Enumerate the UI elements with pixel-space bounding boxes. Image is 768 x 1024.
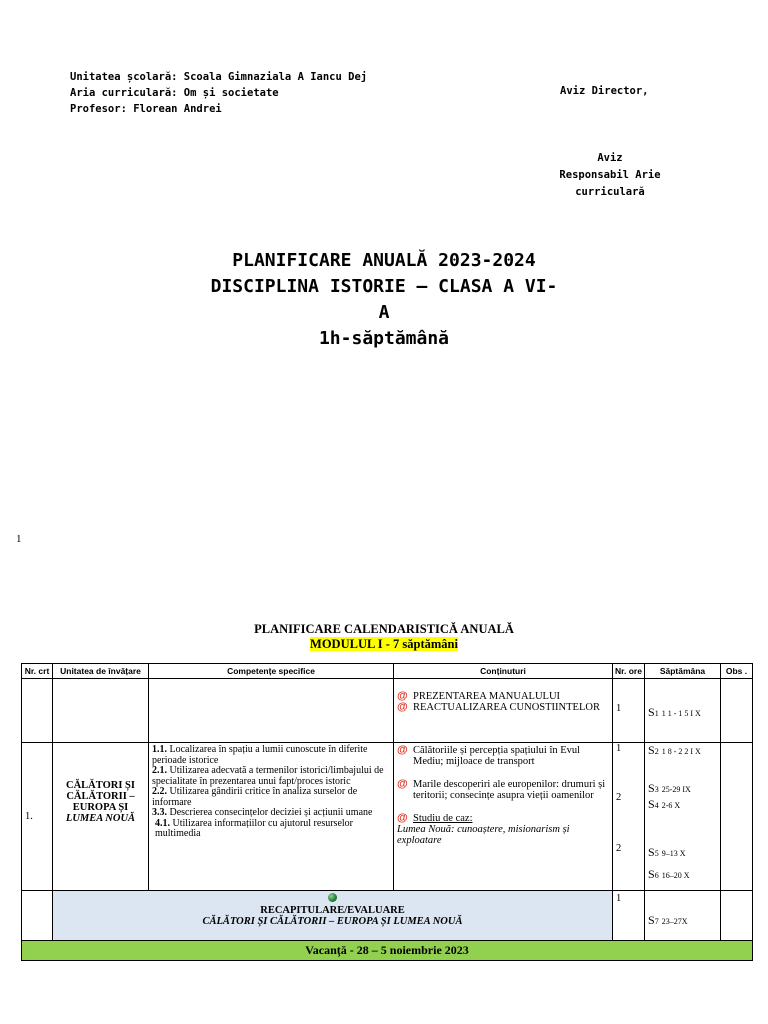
week-cell: S1 1 1 - 1 5 I X <box>645 679 721 743</box>
teacher-line: Profesor: Florean Andrei <box>70 103 222 115</box>
responsabil-label: Responsabil Arie curriculară <box>559 169 661 198</box>
header-nr: Nr. crt <box>22 664 53 679</box>
recap-row <box>22 891 753 941</box>
at-bullet-icon: @ <box>397 690 408 702</box>
title-line-1: PLANIFICARE ANUALĂ 2023-2024 <box>232 250 536 271</box>
recap-subtitle: CĂLĂTORI ȘI CĂLĂTORII – EUROPA ȘI LUMEA NOUĂ <box>202 916 463 927</box>
hours-cell: 1 <box>613 891 645 941</box>
table-header-row <box>22 664 753 679</box>
header-unit: Unitatea de învățare <box>53 664 149 679</box>
competences-cell <box>149 743 394 891</box>
title-line-3: A <box>378 302 390 323</box>
recap-cell <box>53 891 613 941</box>
aviz-director: Aviz Director, <box>560 85 649 97</box>
contents-cell <box>394 743 613 891</box>
case-study-text: Lumea Nouă: cunoaștere, misionarism și exploatare <box>397 824 570 846</box>
competence-item: 4.1. Utilizarea informațiilor cu ajutorul resurselor multimedia <box>155 817 353 839</box>
competence-item: 3.3. Descrierea consecințelor deciziei și acțiunii umane <box>152 807 373 818</box>
header-week: Săptămâna <box>645 664 721 679</box>
hours-cell: 1 2 2 <box>613 743 645 891</box>
table-row <box>22 743 753 891</box>
school-line: Unitatea școlară: Scoala Gimnaziala A Iancu Dej <box>70 71 368 83</box>
unit-cell <box>53 743 149 891</box>
week-cell: S2 1 8 - 2 2 I X S3 25-29 IX S4 2-6 X S5 9–13 X S6 16–20 X <box>645 743 721 891</box>
header-hours: Nr. ore <box>613 664 645 679</box>
header-contents: Conținuturi <box>394 664 613 679</box>
at-bullet-icon: @ <box>397 778 408 790</box>
vacation-row <box>22 941 753 961</box>
table-row <box>22 679 753 743</box>
module-label: MODULUL I - 7 săptămâni <box>310 637 458 651</box>
competence-item: 2.2. Utilizarea gândirii critice în analiza surselor de informare <box>152 786 358 808</box>
competence-item: 2.1. Utilizarea adecvată a termenilor istorici/limbajului de specialitate în prezentarea unui fapt/proces istoric <box>152 765 384 787</box>
list-item: @ Marile descoperiri ale europenilor: drumuri și teritorii; consecințe asupra vieții oamenilor <box>397 778 606 801</box>
globe-icon <box>328 893 337 902</box>
page-number: 1 <box>16 533 22 545</box>
list-item: @ PREZENTAREA MANUALULUI <box>397 690 561 702</box>
week-cell: S7 23–27X <box>645 891 721 941</box>
title-line-2: DISCIPLINA ISTORIE – CLASA A VI- <box>210 276 558 297</box>
at-bullet-icon: @ <box>397 812 408 824</box>
aviz-responsabil <box>530 150 690 201</box>
header-info <box>70 69 367 117</box>
at-bullet-icon: @ <box>397 744 408 756</box>
document-title <box>0 248 768 352</box>
curricular-area-line: Aria curriculară: Om și societate <box>70 87 279 99</box>
competence-item: 1.1. Localizarea în spațiu a lumii cunoscute în diferite perioade istorice <box>152 744 368 766</box>
contents-cell <box>394 679 613 743</box>
vacation-label: Vacanță - 28 – 5 noiembrie 2023 <box>22 941 753 961</box>
at-bullet-icon: @ <box>397 701 408 713</box>
list-item: @ Studiu de caz: <box>397 812 473 824</box>
header-competences: Competențe specifice <box>149 664 394 679</box>
planning-table <box>21 663 753 961</box>
list-item: @ REACTUALIZAREA CUNOSTIINTELOR <box>397 701 600 713</box>
unit-name: CĂLĂTORI ȘI CĂLĂTORII – EUROPA ȘI LUMEA NOUĂ <box>65 780 136 824</box>
row-number: 1. <box>22 743 53 891</box>
recap-title: RECAPITULARE/EVALUARE <box>260 905 405 916</box>
calendar-title: PLANIFICARE CALENDARISTICĂ ANUALĂ <box>254 622 514 636</box>
header-obs: Obs . <box>721 664 753 679</box>
hours-cell: 1 <box>613 679 645 743</box>
calendar-title-block <box>0 622 768 652</box>
title-line-4: 1h-săptămână <box>318 328 450 349</box>
aviz-label: Aviz <box>597 152 623 164</box>
list-item: @ Călătoriile și percepția spațiului în Evul Mediu; mijloace de transport <box>397 744 581 767</box>
